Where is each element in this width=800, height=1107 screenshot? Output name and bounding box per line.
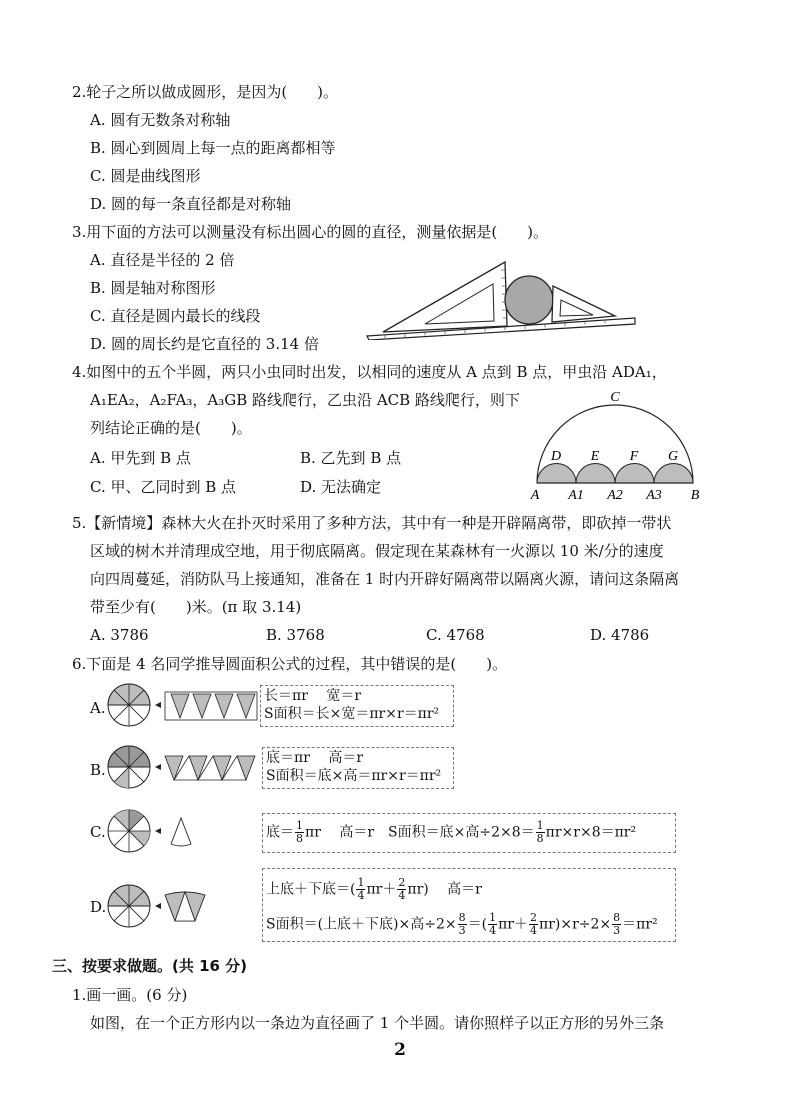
section3-sub1: 1.画一画。(6 分) (72, 986, 188, 1004)
q2-option-d: D. 圆的每一条直径都是对称轴 (90, 195, 292, 213)
q6-label-d: D. (90, 898, 107, 916)
q6-d-frac2-num: 2 (398, 876, 406, 889)
q4-label-a: A (530, 488, 540, 503)
q6-a-figure (105, 682, 261, 728)
q6-label-c: C. (90, 823, 106, 841)
page-number: 2 (394, 1040, 406, 1060)
q3-option-a: A. 直径是半径的 2 倍 (90, 251, 235, 269)
q6-d-frac6-num: 8 (613, 911, 621, 924)
q6-d-fraction-6 (612, 912, 621, 937)
q6-stem: 6.下面是 4 名同学推导圆面积公式的过程，其中错误的是( )。 (72, 655, 508, 673)
q4-label-b: B (690, 488, 700, 503)
q4-option-a: A. 甲先到 B 点 (90, 449, 191, 467)
q4-label-g: G (667, 449, 679, 464)
q4-label-d: D (550, 449, 562, 464)
q6-label-b: B. (90, 761, 106, 779)
q4-label-a2: A2 (607, 488, 623, 503)
section3-text: 如图，在一个正方形内以一条边为直径画了 1 个半圆。请你照样子以正方形的另外三条 (90, 1014, 665, 1032)
q4-stem-line1: 4.如图中的五个半圆，两只小虫同时出发，以相同的速度从 A 点到 B 点，甲虫沿 ADA₁， (72, 363, 667, 381)
q6-d-frac1-num: 1 (357, 876, 365, 889)
q2-option-c: C. 圆是曲线图形 (90, 167, 201, 185)
q3-stem: 3.用下面的方法可以测量没有标出圆心的圆的直径，测量依据是( )。 (72, 223, 549, 241)
q6-a-formula-line1: 长＝πr 宽＝r (264, 688, 362, 704)
q6-c-fraction-1 (295, 820, 304, 845)
q3-option-c: C. 直径是圆内最长的线段 (90, 307, 261, 325)
section3-heading: 三、按要求做题。(共 16 分) (52, 957, 248, 975)
q6-d-fraction-2 (397, 877, 406, 902)
q6-b-figure (105, 744, 261, 790)
q4-option-d: D. 无法确定 (300, 478, 382, 496)
q6-c-frac1-num: 1 (296, 819, 303, 832)
q4-semicircle-figure (525, 388, 705, 503)
q6-d-frac4-num: 1 (489, 911, 497, 924)
q3-option-d: D. 圆的周长约是它直径的 3.14 倍 (90, 335, 319, 353)
q6-d-formula-line2 (266, 912, 658, 937)
q2-option-a: A. 圆有无数条对称轴 (90, 111, 231, 129)
q6-c-text-1: 底＝ (266, 824, 294, 841)
q6-b-formula-line1: 底＝πr 高＝r (266, 750, 364, 766)
q5-stem-line3: 向四周蔓延，消防队马上接通知，准备在 1 时内开辟好隔离带以隔离火源，请问这条隔离 (90, 570, 680, 588)
q6-c-formula (266, 820, 636, 845)
q6-d-frac4-den: 4 (489, 924, 497, 937)
q6-label-a: A. (90, 699, 106, 717)
q2-stem: 2.轮子之所以做成圆形，是因为( )。 (72, 83, 339, 101)
q6-d-frac3-den: 3 (458, 924, 466, 937)
q6-d-frac2-den: 4 (398, 889, 406, 902)
q6-d-frac6-den: 3 (613, 924, 621, 937)
q6-d-figure (105, 883, 215, 929)
q6-d-text-1: 上底＋下底＝( (266, 881, 356, 898)
q3-option-b: B. 圆是轴对称图形 (90, 279, 216, 297)
q6-d-text-3: πr) 高＝r (407, 881, 482, 898)
q5-stem-line2: 区域的树木并清理成空地，用于彻底隔离。假定现在某森林有一火源以 10 米/分的速度 (90, 542, 664, 560)
q3-measure-figure (365, 258, 637, 340)
q6-c-frac1-den: 8 (296, 832, 303, 845)
q6-d-fraction-4 (488, 912, 497, 937)
q5-stem-line1: 5.【新情境】森林大火在扑灭时采用了多种方法，其中有一种是开辟隔离带，即砍掉一带状 (72, 514, 672, 532)
q4-label-e: E (590, 449, 600, 464)
q4-stem-line2: A₁EA₂，A₂FA₃，A₃GB 路线爬行，乙虫沿 ACB 路线爬行，则下 (90, 391, 520, 409)
q6-d-fraction-1 (356, 877, 365, 902)
q6-d-frac3-num: 8 (458, 911, 466, 924)
q6-d-formula-line1 (266, 877, 482, 902)
q6-d-text-8: ＝πr² (622, 916, 658, 933)
q5-option-d: D. 4786 (590, 626, 650, 644)
q6-d-text-2: πr＋ (366, 881, 397, 898)
q6-d-fraction-5 (529, 912, 538, 937)
q4-option-b: B. 乙先到 B 点 (300, 449, 402, 467)
q6-a-formula-line2: S面积＝长×宽＝πr×r＝πr² (264, 706, 440, 722)
q6-d-frac5-num: 2 (530, 911, 537, 924)
q6-d-text-4: S面积＝(上底＋下底)×高÷2× (266, 916, 457, 933)
q5-option-b: B. 3768 (266, 626, 325, 644)
q6-c-frac2-num: 1 (536, 819, 544, 832)
q6-c-text-2: πr 高＝r S面积＝底×高÷2×8＝ (305, 824, 535, 841)
q4-label-a3: A3 (646, 488, 662, 503)
q5-stem-line4: 带至少有( )米。(π 取 3.14) (90, 598, 302, 616)
q6-c-frac2-den: 8 (536, 832, 544, 845)
q6-c-fraction-2 (536, 820, 545, 845)
q6-c-figure (105, 808, 205, 854)
q4-label-c: C (610, 390, 620, 405)
q6-d-text-7: πr)×r÷2× (539, 916, 612, 933)
q6-d-text-5: ＝( (467, 916, 488, 933)
q6-d-fraction-3 (458, 912, 467, 937)
q2-option-b: B. 圆心到圆周上每一点的距离都相等 (90, 139, 336, 157)
q5-option-a: A. 3786 (90, 626, 149, 644)
q4-option-c: C. 甲、乙同时到 B 点 (90, 478, 237, 496)
q5-option-c: C. 4768 (426, 626, 485, 644)
q4-label-f: F (629, 449, 639, 464)
q6-d-text-6: πr＋ (498, 916, 528, 933)
q6-b-formula-line2: S面积＝底×高＝πr×r＝πr² (266, 768, 442, 784)
q6-d-frac5-den: 4 (530, 924, 537, 937)
q6-c-text-3: πr×r×8＝πr² (545, 824, 637, 841)
q4-label-a1: A1 (568, 488, 584, 503)
q6-d-frac1-den: 4 (357, 889, 365, 902)
q4-stem-line3: 列结论正确的是( )。 (90, 419, 252, 437)
